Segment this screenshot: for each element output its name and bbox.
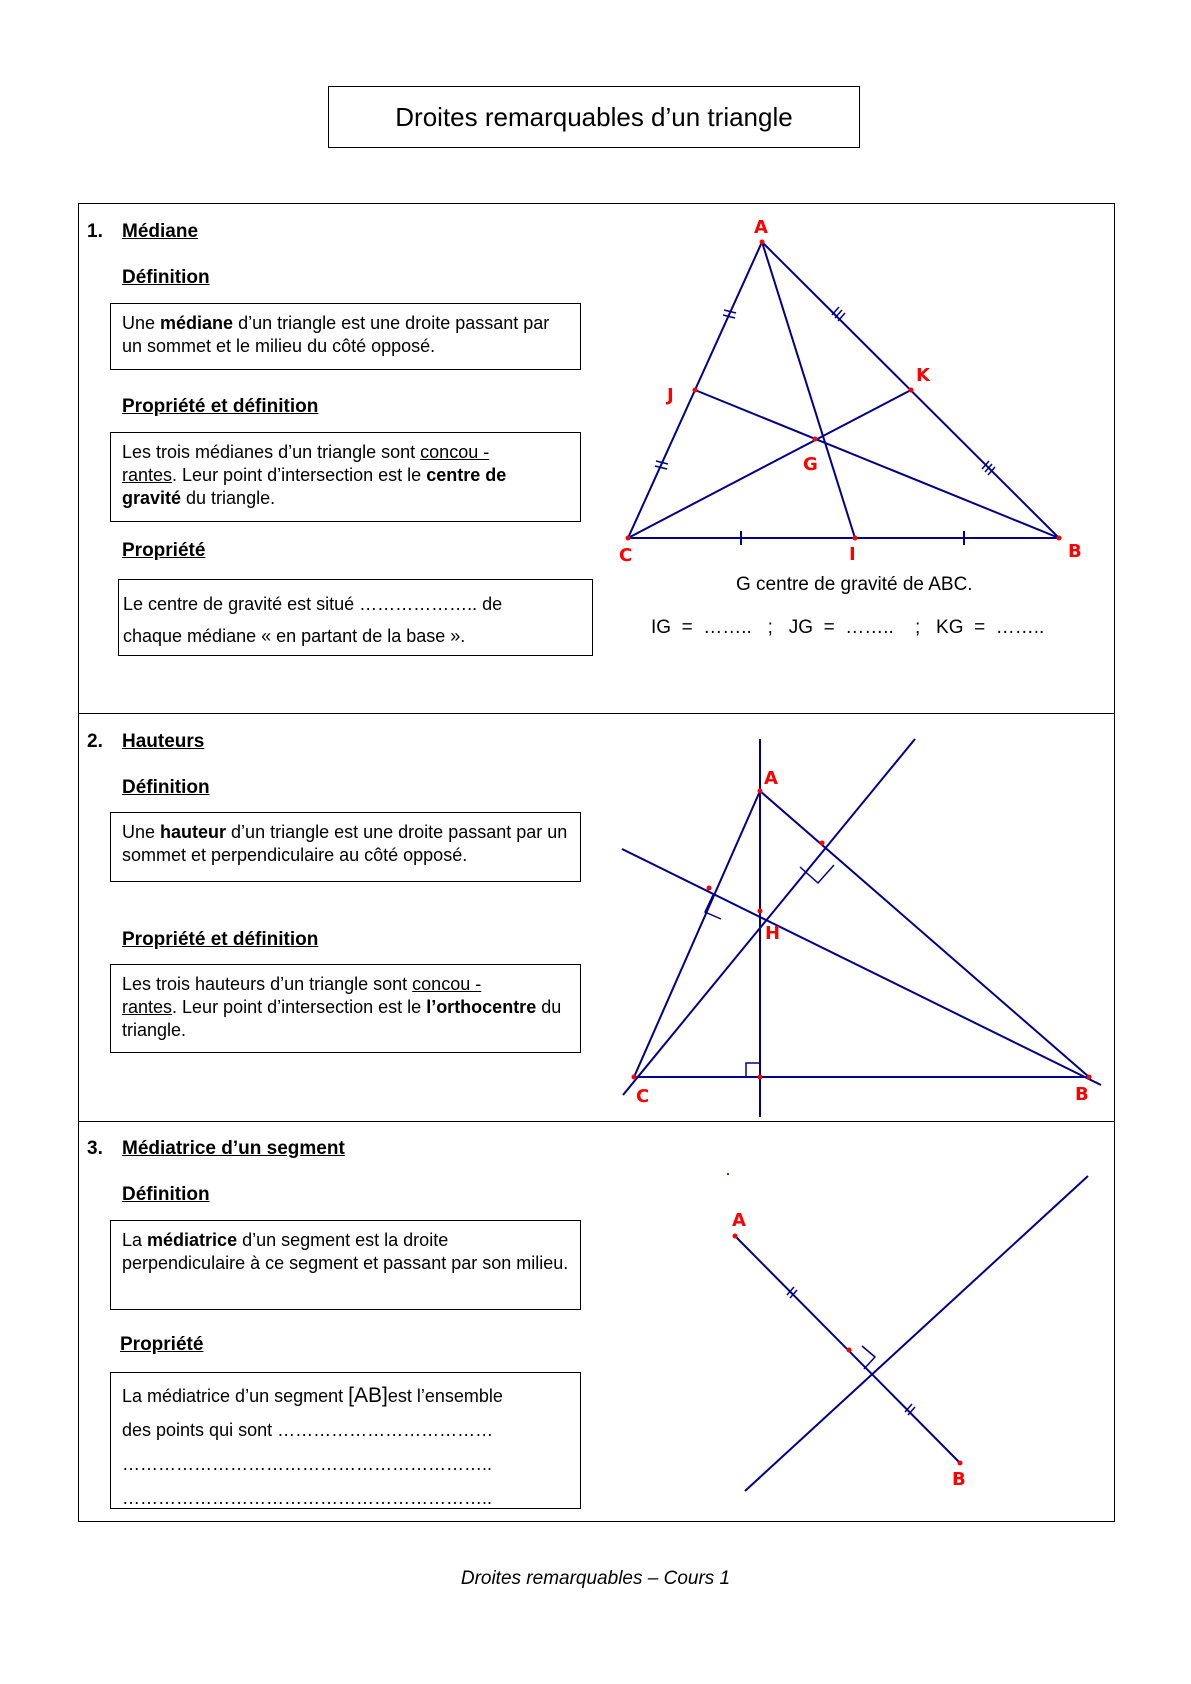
median-figure	[619, 214, 1139, 566]
label-a: A	[764, 768, 778, 789]
label-c: C	[636, 1086, 650, 1107]
property-line: des points qui sont ………………………………	[122, 1420, 494, 1440]
figure-caption: G centre de gravité de ABC.	[736, 574, 973, 595]
property-definition-box	[110, 432, 581, 522]
section-number: 2.	[87, 731, 103, 752]
label-a: A	[732, 1210, 746, 1231]
median-ai	[762, 242, 855, 538]
property-underlined: rantes	[122, 465, 173, 485]
stray-dot	[727, 1173, 729, 1175]
point-k	[909, 388, 914, 393]
label-i: I	[849, 544, 856, 565]
definition-term: hauteur	[160, 822, 227, 842]
section-mediatrice	[79, 1121, 1114, 1522]
triangle-abc	[634, 791, 1089, 1077]
section-number: 3.	[87, 1138, 103, 1159]
page-title: Droites remarquables d’un triangle	[328, 86, 860, 148]
definition-text: Une	[122, 822, 161, 842]
section-number: 1.	[87, 221, 103, 242]
property-term: centre de gravité	[122, 465, 507, 508]
definition-text: d’un triangle est une droite passant par un sommet et perpendiculaire au côté opposé.	[122, 822, 568, 865]
foot-c	[820, 841, 825, 846]
label-a: A	[754, 217, 768, 238]
property-underlined: rantes	[122, 997, 173, 1017]
segment-notation: [AB]	[348, 1384, 388, 1407]
label-k: K	[916, 365, 930, 386]
label-h: H	[765, 923, 781, 944]
point-a	[733, 1234, 738, 1239]
label-b: B	[1075, 1084, 1089, 1105]
bisector-figure	[659, 1121, 1059, 1521]
property-text: Les trois hauteurs d’un triangle sont	[122, 974, 413, 994]
definition-term: médiane	[160, 313, 234, 333]
property-definition-box	[110, 964, 581, 1053]
label-g: G	[803, 454, 818, 475]
median-ck	[628, 390, 911, 538]
property-box	[118, 579, 593, 656]
point-b	[1087, 1075, 1092, 1080]
altitude-from-c	[623, 739, 915, 1095]
point-g	[813, 437, 818, 442]
point-a	[760, 240, 765, 245]
label-c: C	[619, 545, 633, 566]
property-definition-heading: Propriété et définition	[122, 929, 319, 950]
definition-text: Une	[122, 313, 161, 333]
property-definition-heading: Propriété et définition	[122, 396, 319, 417]
foot-a	[758, 1075, 763, 1080]
definition-heading: Définition	[122, 1184, 210, 1205]
point-b	[958, 1461, 963, 1466]
perpendicular-bisector	[745, 1176, 1088, 1491]
section-mediane	[79, 204, 1114, 713]
property-text: Les trois médianes d’un triangle sont	[122, 442, 421, 462]
section-heading: Médiane	[122, 221, 199, 242]
property-line: chaque médiane « en partant de la base ».	[123, 626, 466, 646]
point-i	[853, 536, 858, 541]
property-underlined: concou -	[420, 442, 490, 462]
section-heading: Hauteurs	[122, 731, 205, 752]
property-heading: Propriété	[122, 540, 206, 561]
property-line: ……………………………………………………..	[122, 1488, 493, 1508]
property-heading: Propriété	[120, 1334, 204, 1355]
fill-in-lengths: IG = …….. ; JG = …….. ; KG = ……..	[651, 617, 1045, 638]
property-line: La médiatrice d’un segment [AB]est l’ensemble	[122, 1384, 503, 1407]
property-text: du triangle.	[181, 488, 276, 508]
midpoint	[847, 1348, 852, 1353]
altitude-from-b	[622, 849, 1101, 1085]
course-table	[78, 203, 1115, 1522]
label-b: B	[1068, 541, 1082, 562]
property-line: Le centre de gravité est situé ……………….. de	[123, 594, 503, 614]
point-c	[626, 536, 631, 541]
foot-b	[707, 886, 712, 891]
definition-box	[110, 303, 581, 370]
label-b: B	[952, 1469, 966, 1490]
section-heading: Médiatrice d’un segment	[122, 1138, 345, 1159]
property-line: ……………………………………………………..	[122, 1454, 493, 1474]
point-j	[693, 388, 698, 393]
property-underlined: concou -	[412, 974, 482, 994]
definition-box	[110, 812, 581, 882]
property-text: du triangle.	[122, 997, 562, 1040]
property-term: l’orthocentre	[426, 997, 537, 1017]
section-hauteurs	[79, 713, 1114, 1121]
definition-term: médiatrice	[147, 1230, 238, 1250]
property-box	[110, 1372, 581, 1509]
definition-text: d’un triangle est une droite passant par un sommet et le milieu du côté opposé.	[122, 313, 550, 356]
definition-heading: Définition	[122, 777, 210, 798]
point-h	[758, 909, 763, 914]
page-footer: Droites remarquables – Cours 1	[460, 1568, 731, 1589]
property-text: . Leur point d’intersection est le	[172, 465, 427, 485]
definition-text: La	[122, 1230, 148, 1250]
definition-heading: Définition	[122, 267, 210, 288]
point-a	[758, 789, 763, 794]
median-bj	[695, 390, 1059, 538]
definition-box	[110, 1220, 581, 1310]
definition-text: d’un segment est la droite perpendiculaire à ce segment et passant par son milieu.	[122, 1230, 569, 1273]
point-c	[632, 1075, 637, 1080]
property-text: . Leur point d’intersection est le	[172, 997, 427, 1017]
label-j: J	[667, 385, 674, 406]
point-b	[1057, 536, 1062, 541]
right-angle-mark	[746, 1063, 760, 1077]
altitudes-figure	[609, 713, 1129, 1113]
